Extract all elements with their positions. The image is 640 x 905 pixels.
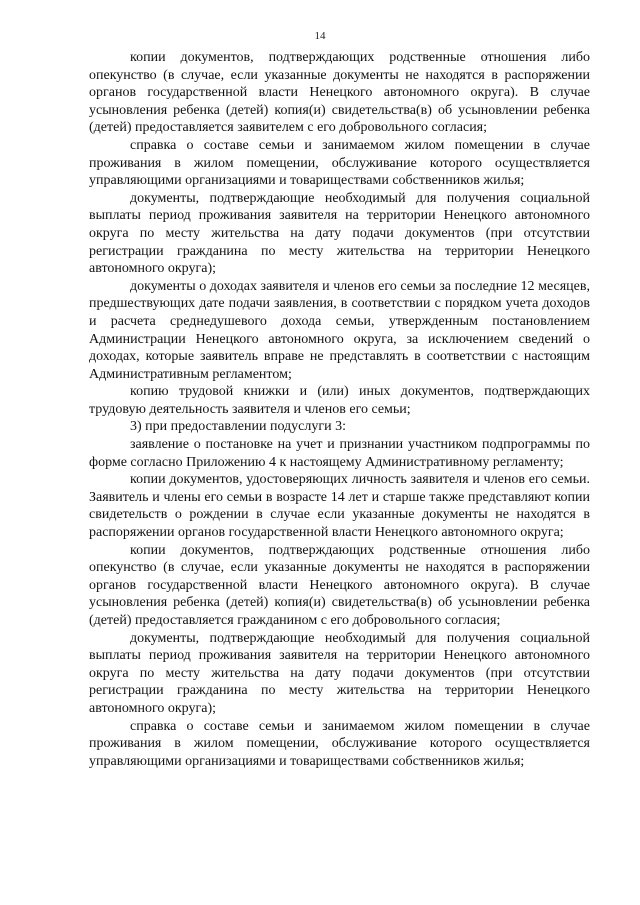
paragraph-subservice-3-heading: 3) при предоставлении подуслуги 3: (130, 419, 346, 435)
paragraph-income-documents: документы о доходах заявителя и членов его семьи за последние 12 месяцев, предшествующих дате подачи заявления, в соответствии с порядком учета доходов и расчета среднедушевого дохода семьи, утвержденным постановлением Администрации Ненецкого автономного округа, за исключением сведений о доходах, которые заявитель вправе не представлять в соответствии с настоящим Административным регламентом; (89, 278, 590, 382)
document-body (89, 49, 590, 770)
paragraph-employment-record: копию трудовой книжки и (или) иных документов, подтверждающих трудовую деятельность заявителя и членов его семьи; (89, 384, 590, 417)
paragraph-family-composition-certificate-2: справка о составе семьи и занимаемом жилом помещении в случае проживания в жилом помещении, обслуживание которого осуществляется управляющими организациями и товариществами собственников жилья; (89, 718, 590, 769)
paragraph-family-composition-certificate: справка о составе семьи и занимаемом жилом помещении в случае проживания в жилом помещении, обслуживание которого осуществляется управляющими организациями и товариществами собственников жилья; (89, 137, 590, 189)
paragraph-residence-period-documents-2: документы, подтверждающие необходимый для получения социальной выплаты период проживания заявителя на территории Ненецкого автономного округа по месту жительства на дату подачи документов (при отсутствии регистрации гражданина по месту жительства на территории Ненецкого автономного округа); (89, 630, 590, 716)
paragraph-residence-period-documents: документы, подтверждающие необходимый для получения социальной выплаты период проживания заявителя на территории Ненецкого автономного округа по месту жительства на дату подачи документов (при отсутствии регистрации гражданина по месту жительства на территории Ненецкого автономного округа); (89, 190, 590, 277)
paragraph-registration-application: заявление о постановке на учет и признании участником подпрограммы по форме согласно Приложению 4 к настоящему Административному регламенту; (89, 437, 590, 470)
page-number: 14 (314, 30, 326, 42)
paragraph-relationship-documents-2: копии документов, подтверждающих родственные отношения либо опекунство (в случае, если указанные документы не находятся в распоряжении органов государственной власти Ненецкого автономного округа). В случае усыновления ребенка (детей) копия(и) свидетельства(в) об усыновлении ребенка (детей) предоставляется гражданином с его добровольного согласия; (89, 542, 590, 628)
paragraph-relationship-documents: копии документов, подтверждающих родственные отношения либо опекунство (в случае, если указанные документы не находятся в распоряжении органов государственной власти Ненецкого автономного округа). В случае усыновления ребенка (детей) копия(и) свидетельства(в) об усыновлении ребенка (детей) предоставляется заявителем с его добровольного согласия; (89, 50, 590, 136)
paragraph-identity-documents: копии документов, удостоверяющих личность заявителя и членов его семьи. Заявитель и члены его семьи в возрасте 14 лет и старше также представляют копии свидетельств о рождении в случае если указанные документы не находятся в распоряжении органов государственной власти Ненецкого автономного округа; (89, 472, 590, 541)
